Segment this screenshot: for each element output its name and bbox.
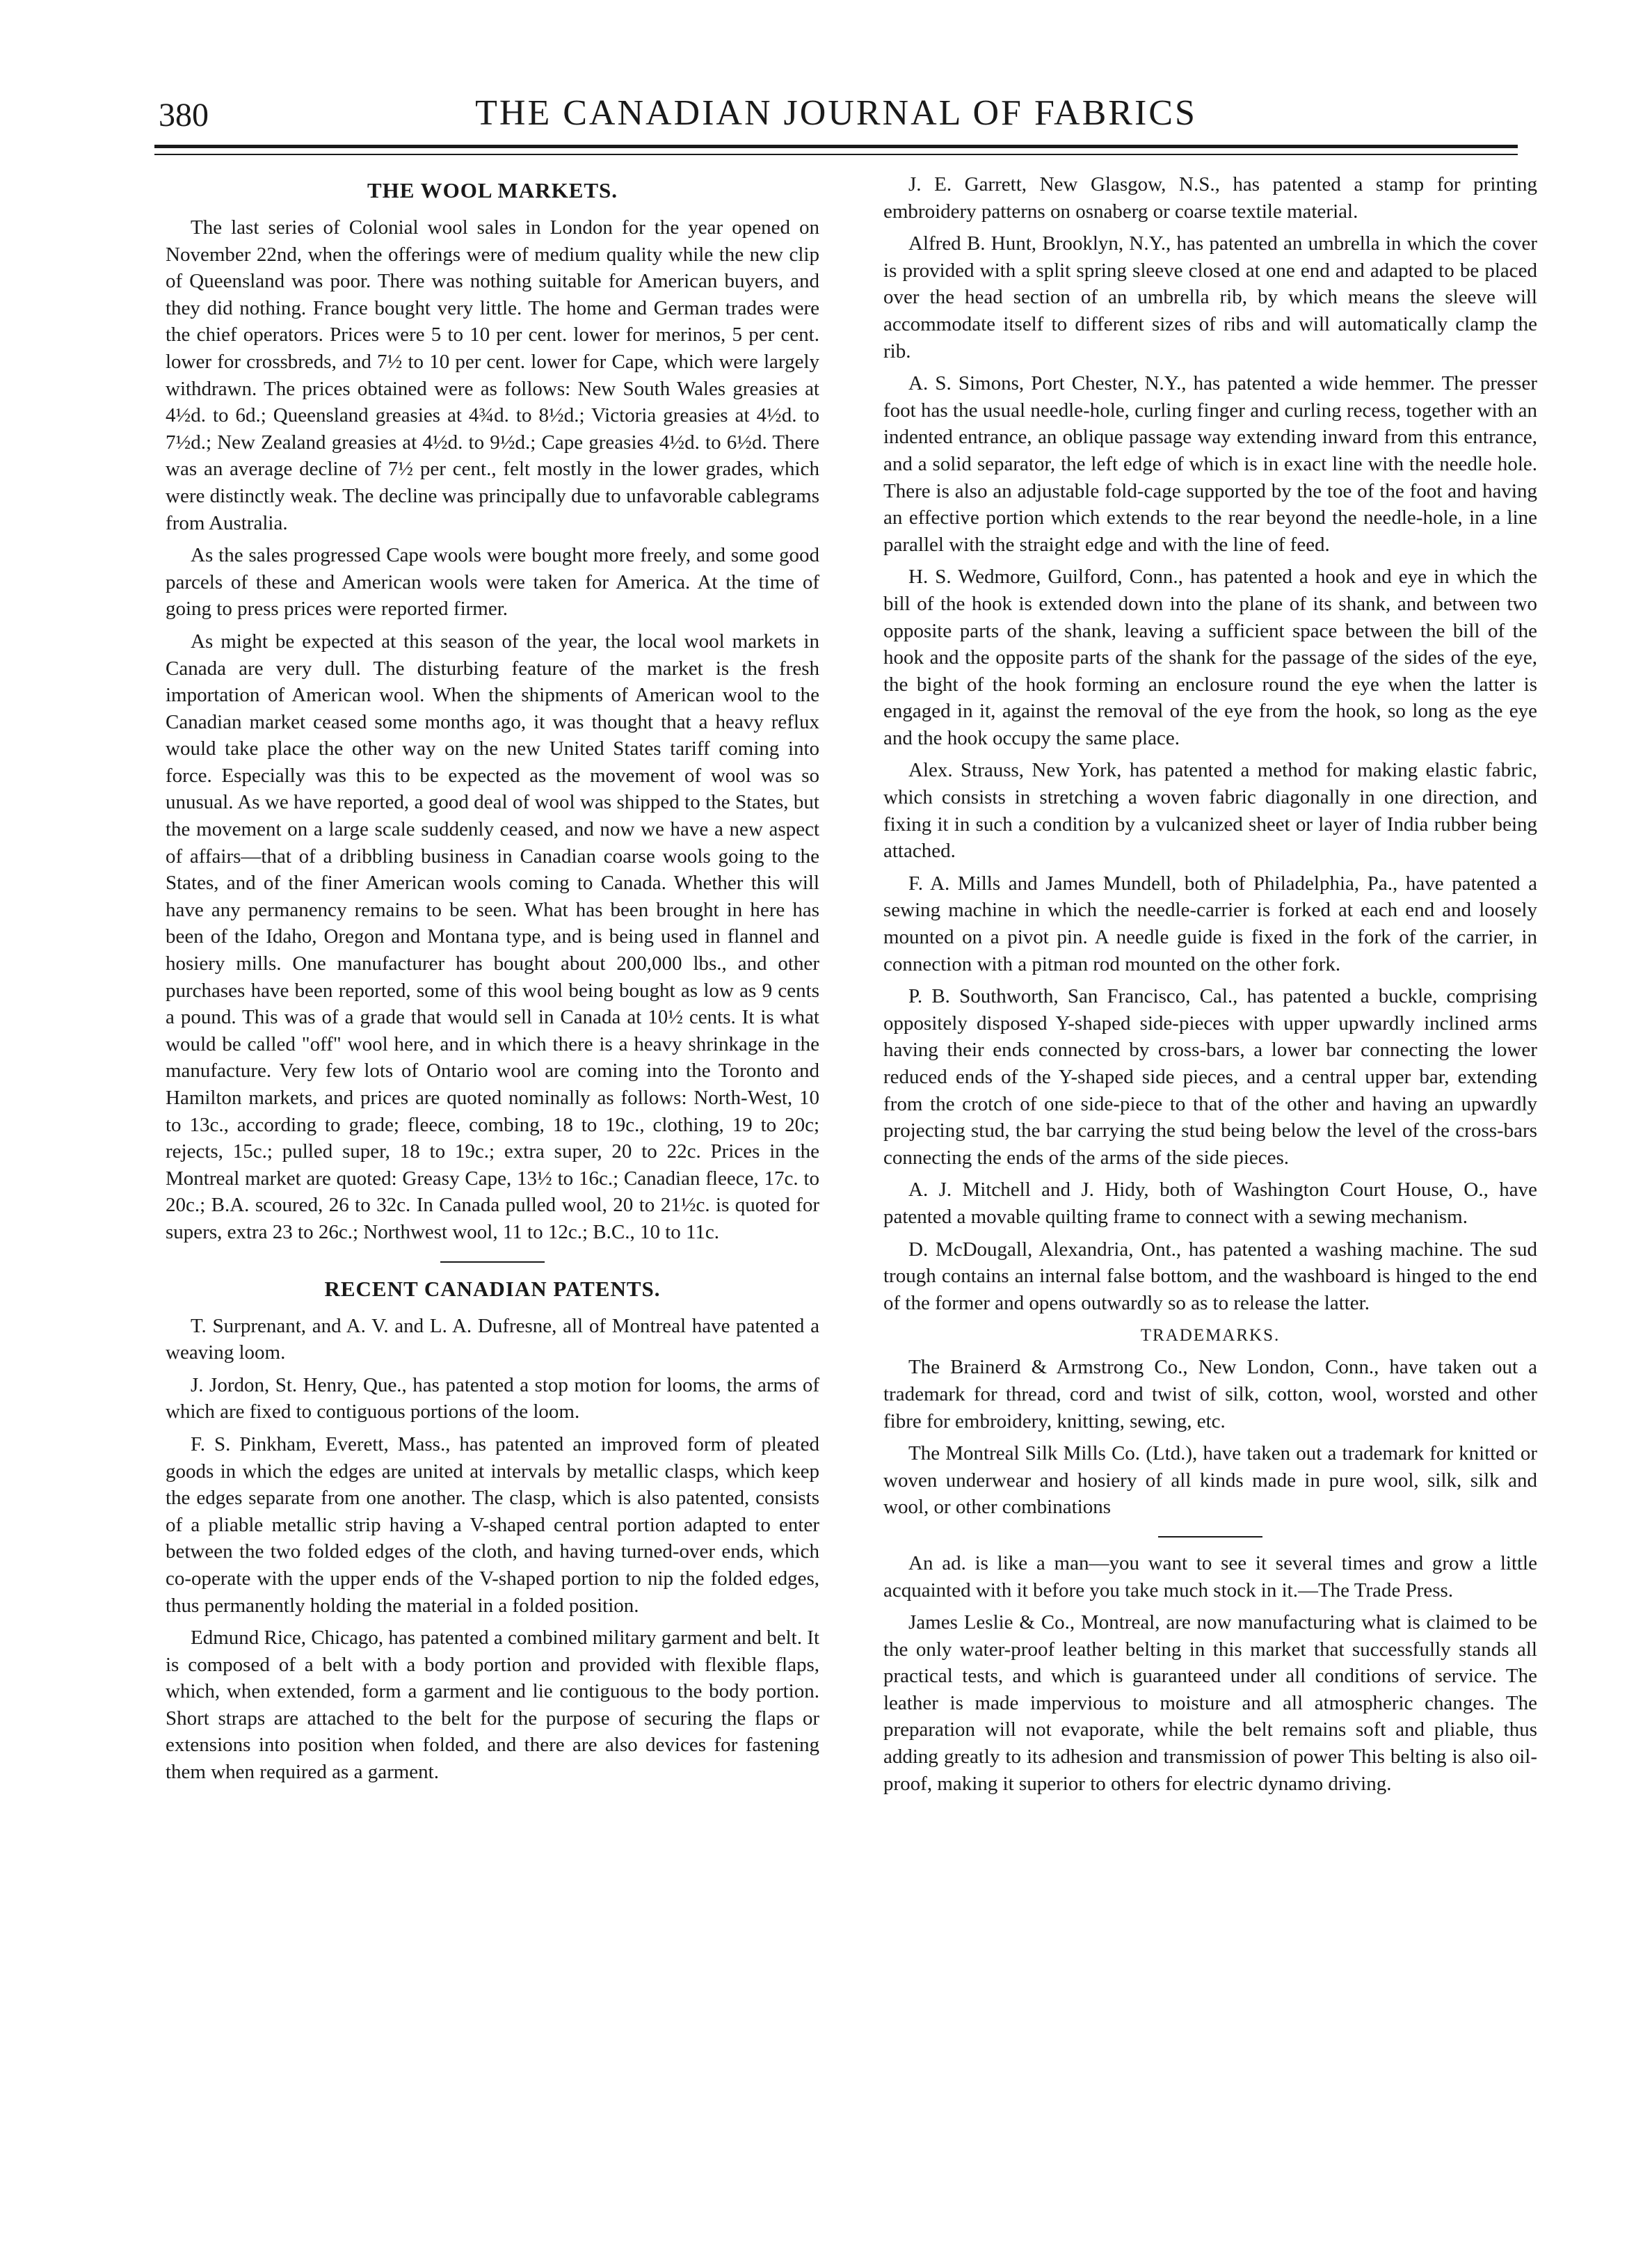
patent-entry: J. Jordon, St. Henry, Que., has patented a stop motion for looms, the arms of which are fixed to contiguous portions of the loom. <box>166 1373 819 1423</box>
section-divider <box>1158 1536 1262 1538</box>
article-paragraph: As the sales progressed Cape wools were bought more freely, and some good parcels of these and American wools were taken for America. At the time of going to press prices were reported firmer. <box>166 544 819 621</box>
section-divider <box>440 1261 545 1263</box>
notes-section <box>883 1550 1537 1797</box>
patent-entry: T. Surprenant, and A. V. and L. A. Dufresne, all of Montreal have patented a weaving loom. <box>166 1314 819 1364</box>
note-paragraph: An ad. is like a man—you want to see it several times and grow a little acquainted with it before you take much stock in it.—The Trade Press. <box>883 1551 1537 1602</box>
patents-continued <box>883 171 1537 1316</box>
patent-entry: Edmund Rice, Chicago, has patented a combined military garment and belt. It is composed of a belt with a body portion and provided with flexible flaps, which, when extended, form a garment and lie contiguous to the body portion. Short straps are attached to the belt for the purpose of securing the flaps or extensions into position when folded, and there are also devices for fastening them when required as a garment. <box>166 1627 819 1784</box>
patent-entry: A. S. Simons, Port Chester, N.Y., has patented a wide hemmer. The presser foot has the usual needle-hole, curling finger and curling recess, together with an indented entrance, an oblique passage way extending inward from this entrance, and a solid separator, the left edge of which is in exact line with the needle hole. There is also an adjustable fold-cage supported by the toe of the foot and having an effective portion which extends to the rear beyond the needle-hole, in a line parallel with the straight edge and with the line of feed. <box>883 372 1537 556</box>
patent-entry: J. E. Garrett, New Glasgow, N.S., has patented a stamp for printing embroidery patterns on osnaberg or coarse textile material. <box>883 173 1537 223</box>
patent-entry: P. B. Southworth, San Francisco, Cal., has patented a buckle, comprising oppositely disposed Y-shaped side-pieces with upper upwardly inclined arms having their ends connected by cross-bars, a lower bar connecting the lower reduced ends of the Y-shaped side pieces, and a central upper bar, extending from the crotch of one side-piece to that of the other and having an upwardly projecting stud, the bar carrying the stud being below the level of the cross-bars connecting the ends of the arms of the side pieces. <box>883 985 1537 1169</box>
patent-entry: F. S. Pinkham, Everett, Mass., has patented an improved form of pleated goods in which the edges are united at intervals by metallic clasps, which keep the edges separate from one another. The clasp, which is also patented, consists of a pliable metallic strip having a V-shaped central portion adapted to enter between the two folded edges of the cloth, and having turned-over ends, which co-operate with the upper ends of the V-shaped portion to nip the folded edges, thus permanently holding the material in a folded position. <box>166 1432 819 1617</box>
article-paragraph: As might be expected at this season of the year, the local wool markets in Canada are very dull. The disturbing feature of the market is the fresh importation of American wool. When the shipments of American wool to the Canadian market ceased some months ago, it was thought that a heavy reflux would take place the other way on the new United States tariff coming into force. Especially was this to be expected as the movement of wool was so unusual. As we have reported, a good deal of wool was shipped to the States, but the movement on a large scale suddenly ceased, and now we have a new aspect of affairs—that of a dribbling business in Canadian coarse wools going to the States, and of the finer American wools coming to Canada. Whether this will have any permanency remains to be seen. What has been brought in here has been of the Idaho, Oregon and Montana type, and is being used in flannel and hosiery mills. One manufacturer has bought about 200,000 lbs., and other purchases have been reported, some of this wool being bought as low as 9 cents a pound. This was of a grade that would sell in Canada at 10½ cents. It is what would be called "off" wool here, and in which there is a heavy shrinkage in the manufacture. Very few lots of Ontario wool are coming into the Toronto and Hamilton markets, and prices are quoted nominally as follows: North-West, 10 to 13c., according to grade; fleece, combing, 18 to 19c., clothing, 19 to 20c; rejects, 15c.; pulled super, 18 to 19c.; extra super, 20 to 22c. Prices in the Montreal market are quoted: Greasy Cape, 13½ to 16c.; Canadian fleece, 17c. to 20c.; B.A. scoured, 26 to 32c. In Canada pulled wool, 20 to 21½c. is quoted for supers, extra 23 to 26c.; Northwest wool, 11 to 12c.; B.C., 10 to 11c. <box>166 630 819 1243</box>
trademarks-heading: TRADEMARKS. <box>1140 1326 1281 1345</box>
patent-entry: Alfred B. Hunt, Brooklyn, N.Y., has patented an umbrella in which the cover is provided with a split spring sleeve closed at one end and adapted to be placed over the head section of an umbrella rib, by which means the sleeve will accommodate itself to different sizes of ribs and will automatically clamp the rib. <box>883 232 1537 362</box>
header-rule-thin <box>154 154 1518 155</box>
page-number: 380 <box>159 97 209 134</box>
patent-entry: A. J. Mitchell and J. Hidy, both of Washington Court House, O., have patented a movable quilting frame to connect with a sewing mechanism. <box>883 1179 1537 1228</box>
page-header <box>154 92 1518 141</box>
wool-markets-article <box>166 177 819 1246</box>
trademark-entry: The Montreal Silk Mills Co. (Ltd.), have taken out a trademark for knitted or woven underwear and hosiery of all kinds made in pure wool, silk, silk and wool, or other combinations <box>883 1442 1537 1519</box>
patents-article <box>166 1275 819 1786</box>
patents-heading: RECENT CANADIAN PATENTS. <box>324 1276 661 1301</box>
trademark-entry: The Brainerd & Armstrong Co., New London, Conn., have taken out a trademark for thread, cord and twist of silk, cotton, wool, worsted and other fibre for embroidery, knitting, sewing, etc. <box>883 1356 1537 1432</box>
patent-entry: H. S. Wedmore, Guilford, Conn., has patented a hook and eye in which the bill of the hook is extended down into the plane of its shank, and between two opposite parts of the shank, leaving a sufficient space between the bill of the hook and the opposite parts of the shank for the passage of the sides of the eye, the bight of the hook forming an enclosure round the eye when the latter is engaged in it, against the removal of the eye from the hook, so long as the eye and the hook occupy the same place. <box>883 566 1537 749</box>
note-paragraph: James Leslie & Co., Montreal, are now manufacturing what is claimed to be the only water-proof leather belting in this market that successfully stands all practical tests, and which is guaranteed under all conditions of service. The leather is made impervious to moisture and all atmospheric changes. The preparation will not evaporate, while the belt remains soft and pliable, thus adding greatly to its adhesion and transmission of power This belting is also oil-proof, making it superior to others for electric dynamo driving. <box>883 1611 1537 1795</box>
wool-markets-heading: THE WOOL MARKETS. <box>367 178 618 202</box>
article-paragraph: The last series of Colonial wool sales in London for the year opened on November 22nd, when the offerings were of medium quality while the new clip of Queensland was poor. There was nothing suitable for American buyers, and they did nothing. France bought very little. The home and German trades were the chief operators. Prices were 5 to 10 per cent. lower for merinos, 5 per cent. lower for crossbreds, and 7½ to 10 per cent. lower for Cape, which were largely withdrawn. The prices obtained were as follows: New South Wales greasies at 4½d. to 6d.; Queensland greasies at 4¾d. to 8½d.; Victoria greasies at 4½d. to 7½d.; New Zealand greasies at 4½d. to 9½d.; Cape greasies 4½d. to 6½d. There was an average decline of 7½ per cent., felt mostly in the lower grades, which were distinctly weak. The decline was principally due to unfavorable cablegrams from Australia. <box>166 216 819 534</box>
patent-entry: F. A. Mills and James Mundell, both of Philadelphia, Pa., have patented a sewing machine in which the needle-carrier is forked at each end and loosely mounted on a pivot pin. A needle guide is fixed in the fork of the carrier, in connection with a pitman rod mounted on the other fork. <box>883 872 1537 975</box>
trademarks-section <box>883 1322 1537 1521</box>
right-column <box>883 171 1537 1803</box>
patent-entry: D. McDougall, Alexandria, Ont., has patented a washing machine. The sud trough contains an internal false bottom, and the washboard is hinged to the end of the former and opens outwardly so as to release the latter. <box>883 1238 1537 1314</box>
left-column <box>166 171 819 1791</box>
patent-entry: Alex. Strauss, New York, has patented a method for making elastic fabric, which consists in stretching a woven fabric diagonally in one direction, and fixing it in such a condition by a vulcanized sheet or layer of India rubber being attached. <box>883 759 1537 863</box>
header-rule-thick <box>154 145 1518 148</box>
journal-title: THE CANADIAN JOURNAL OF FABRICS <box>475 93 1197 133</box>
